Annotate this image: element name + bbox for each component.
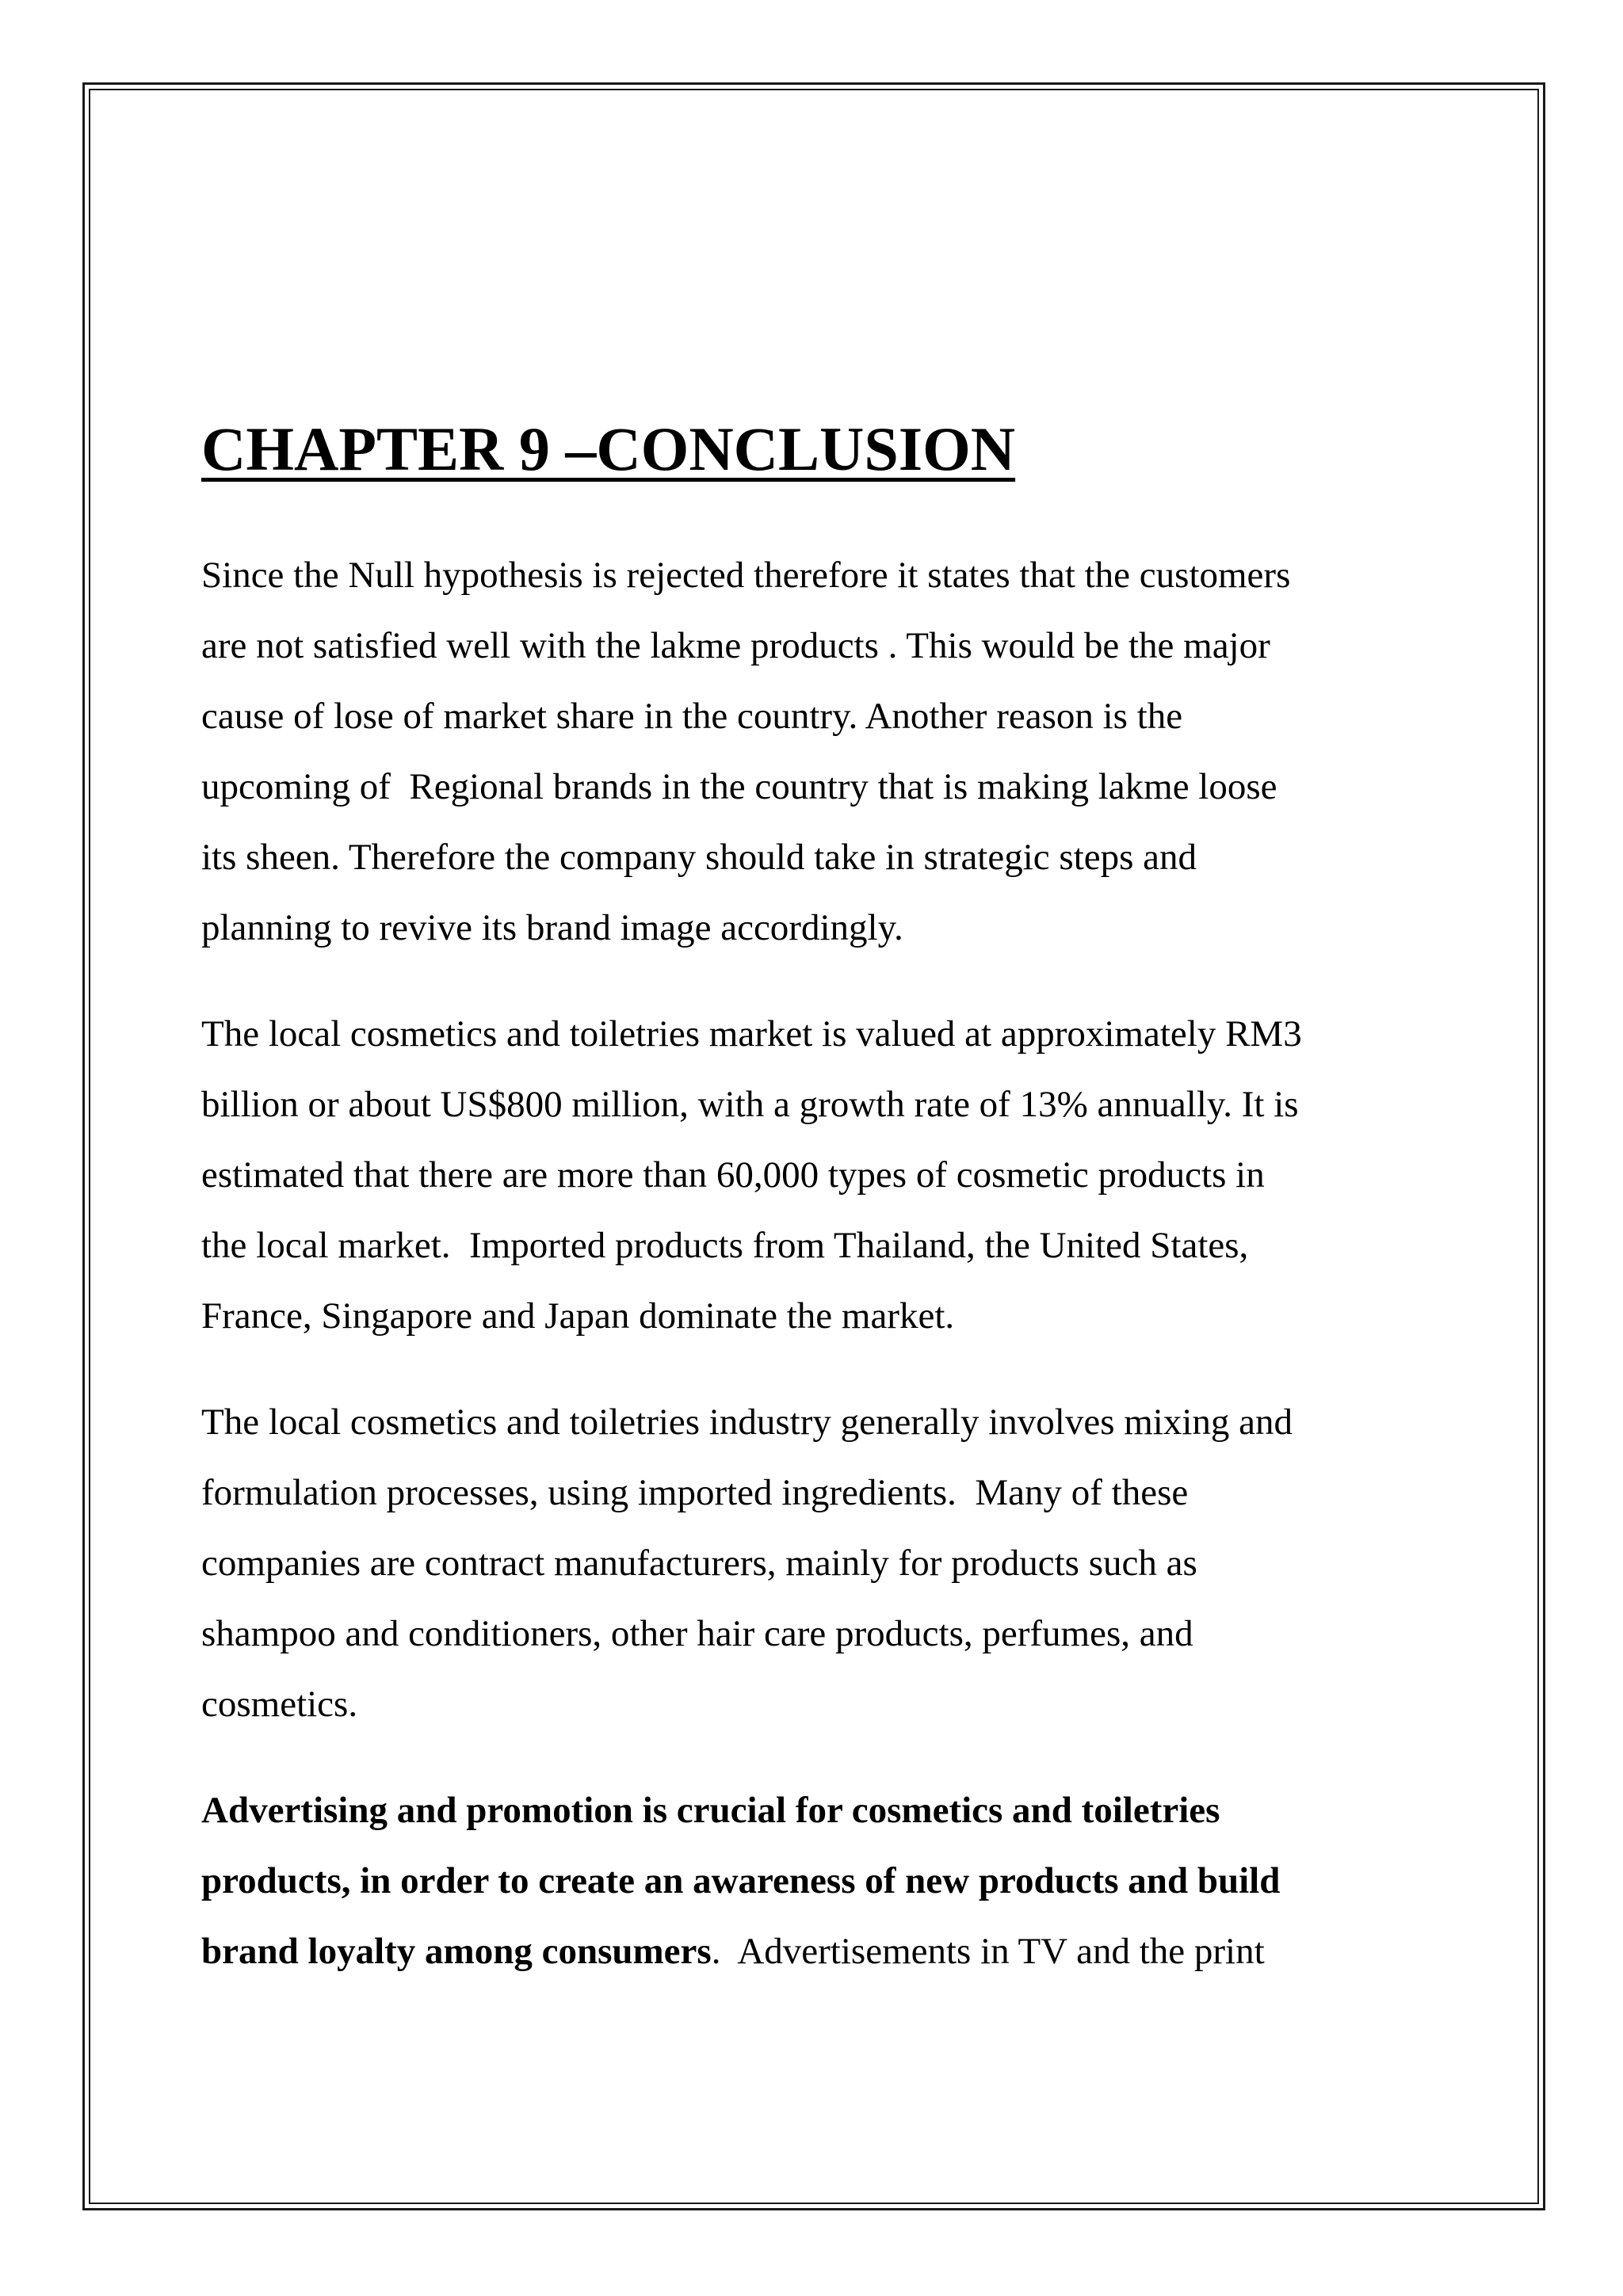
paragraph-line-rest: . Advertisements in TV and the print (711, 1930, 1265, 1972)
paragraph-line-bold: products, in order to create an awareness of new products and build (201, 1859, 1281, 1901)
paragraph-1 (201, 540, 1438, 963)
paragraph-line: are not satisfied well with the lakme products . This would be the major (201, 624, 1270, 666)
paragraph-line: The local cosmetics and toiletries market is valued at approximately RM3 (201, 1013, 1302, 1055)
paragraph-4 (201, 1775, 1438, 1987)
paragraph-line: planning to revive its brand image accordingly. (201, 906, 903, 948)
paragraph-line: France, Singapore and Japan dominate the market. (201, 1295, 955, 1337)
paragraph-line: companies are contract manufacturers, mainly for products such as (201, 1542, 1197, 1584)
paragraph-line: upcoming of Regional brands in the country that is making lakme loose (201, 765, 1277, 807)
paragraph-line: cosmetics. (201, 1683, 358, 1725)
paragraph-line: formulation processes, using imported ingredients. Many of these (201, 1471, 1189, 1513)
paragraph-line: shampoo and conditioners, other hair care products, perfumes, and (201, 1612, 1193, 1654)
bold-phrase: brand loyalty among consumers (201, 1930, 712, 1972)
paragraph-line: its sheen. Therefore the company should take in strategic steps and (201, 836, 1197, 878)
paragraph-line-mixed (201, 1917, 1438, 1987)
paragraph-line: billion or about US$800 million, with a growth rate of 13% annually. It is (201, 1083, 1299, 1125)
chapter-title: CHAPTER 9 –CONCLUSION (201, 414, 1016, 483)
paragraph-3 (201, 1387, 1438, 1740)
paragraph-line: estimated that there are more than 60,000 types of cosmetic products in (201, 1154, 1265, 1196)
paragraph-line: the local market. Imported products from Thailand, the United States, (201, 1224, 1249, 1266)
paragraph-line: The local cosmetics and toiletries industry generally involves mixing and (201, 1401, 1293, 1443)
paragraph-line: Since the Null hypothesis is rejected therefore it states that the customers (201, 554, 1291, 596)
paragraph-line: cause of lose of market share in the country. Another reason is the (201, 695, 1183, 737)
page-content (201, 412, 1438, 1987)
paragraph-2 (201, 999, 1438, 1352)
paragraph-line-bold: Advertising and promotion is crucial for cosmetics and toiletries (201, 1789, 1220, 1831)
